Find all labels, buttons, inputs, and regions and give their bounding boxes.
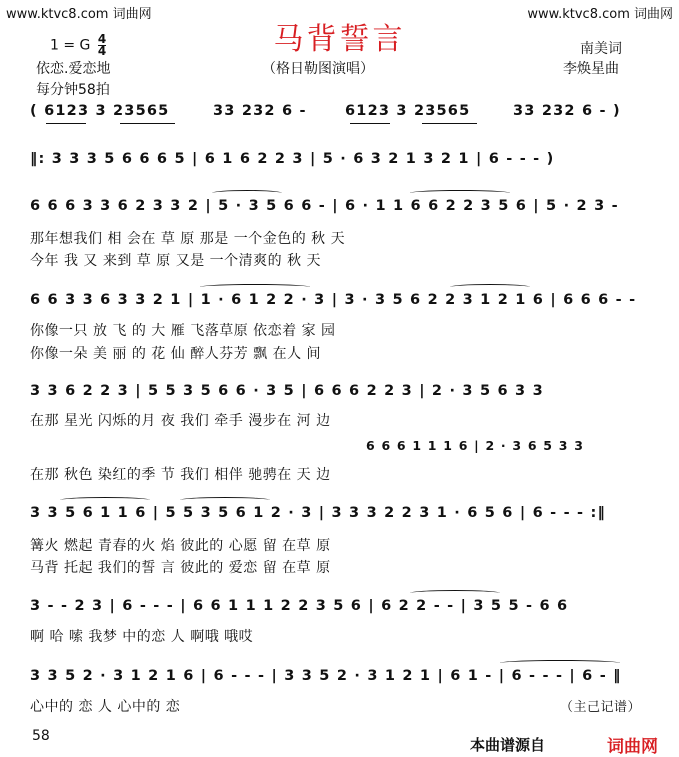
beam-line [422, 123, 477, 124]
slur [450, 284, 530, 290]
score-row-7-lyric: 啊 哈 嗦 我梦 中的恋 人 啊哦 哦哎 [30, 629, 254, 645]
intro-bar-4: 33 232 6 - ) [513, 103, 621, 119]
score-row-5-notes: 6 6 6 1 1 1 6 | 2 · 3 6 5 3 3 [366, 438, 585, 453]
score-row-4-lyric: 在那 星光 闪烁的月 夜 我们 牵手 漫步在 河 边 [30, 413, 331, 429]
score-row-6-lyric-2: 马背 托起 我们的誓 言 彼此的 爱恋 留 在草 原 [30, 560, 331, 576]
score-row-2-lyric-1: 那年想我们 相 会在 草 原 那是 一个金色的 秋 天 [30, 231, 346, 247]
slur [60, 497, 150, 503]
tempo-marking: 每分钟58拍 [36, 82, 110, 98]
footer-source: 本曲谱源自 [470, 736, 546, 754]
score-row-6-notes: 3 3 5 6 1 1 6 | 5 5 3 5 6 1 2 · 3 | 3 3 3 2 2 3 1 · 6 5 6 | 6 - - - :‖ [30, 505, 606, 521]
score-row-3-lyric-1: 你像一只 放 飞 的 大 雁 飞落草原 依恋着 家 园 [30, 323, 336, 339]
intro-bar-1: ( 6123 3 23565 [30, 103, 170, 119]
time-signature [98, 34, 106, 57]
page-number: 58 [32, 728, 50, 744]
composer-credit: 李焕星曲 [563, 61, 619, 77]
beam-line [46, 123, 86, 124]
watermark-right: www.ktvc8.com 词曲网 [527, 7, 673, 22]
score-row-5-lyric: 在那 秋色 染红的季 节 我们 相伴 驰骋在 天 边 [30, 467, 331, 483]
lyricist-credit: 南美词 [580, 41, 622, 57]
score-row-6-lyric-1: 篝火 燃起 青春的火 焰 彼此的 心愿 留 在草 原 [30, 538, 331, 554]
score-row-7-notes: 3 - - 2 3 | 6 - - - | 6 6 1 1 1 2 2 3 5 6 | 6 2 2 - - | 3 5 5 - 6 6 [30, 598, 569, 614]
footer-brand-logo[interactable]: 词曲网 [607, 737, 658, 757]
slur [410, 190, 510, 196]
time-sig-top: 4 [97, 32, 107, 46]
slur [212, 190, 282, 196]
singer-credit: （格日勒图演唱） [262, 61, 374, 77]
score-row-3-notes: 6 6 3 3 6 3 3 2 1 | 1 · 6 1 2 2 · 3 | 3 · 3 5 6 2 2 3 1 2 1 6 | 6 6 6 - - [30, 292, 637, 308]
beam-line [350, 123, 390, 124]
intro-bar-3: 6123 3 23565 [345, 103, 471, 119]
key-text: 1 = G [50, 37, 91, 54]
score-row-2-lyric-2: 今年 我 又 来到 草 原 又是 一个清爽的 秋 天 [30, 253, 322, 269]
score-row-3-lyric-2: 你像一朵 美 丽 的 花 仙 醉人芬芳 飘 在人 间 [30, 346, 322, 362]
slur [410, 590, 500, 596]
beam-line [120, 123, 175, 124]
song-title: 马背誓言 [273, 22, 406, 57]
score-row-1-notes: ‖: 3 3 3 5 6 6 6 5 | 6 1 6 2 2 3 | 5 · 6 3 2 1 3 2 1 | 6 - - - ) [30, 151, 555, 167]
watermark-left: www.ktvc8.com 词曲网 [6, 7, 152, 22]
intro-bar-2: 33 232 6 - [213, 103, 307, 119]
score-row-2-notes: 6 6 6 3 3 6 2 3 3 2 | 5 · 3 5 6 6 - | 6 · 1 1 6 6 2 2 3 5 6 | 5 · 2 3 - [30, 198, 619, 214]
key-signature [50, 34, 106, 57]
slur [180, 497, 270, 503]
style-marking: 依恋.爱恋地 [36, 61, 111, 77]
slur [200, 284, 310, 290]
slur [500, 660, 620, 666]
time-sig-bottom: 4 [97, 44, 107, 58]
score-row-8-notes: 3 3 5 2 · 3 1 2 1 6 | 6 - - - | 3 3 5 2 · 3 1 2 1 | 6 1 - | 6 - - - | 6 - ‖ [30, 668, 622, 684]
score-row-8-lyric: 心中的 恋 人 心中的 恋 [30, 699, 181, 715]
transcriber-note: （主己记谱） [560, 700, 642, 715]
score-row-4-notes: 3 3 6 2 2 3 | 5 5 3 5 6 6 · 3 5 | 6 6 6 2 2 3 | 2 · 3 5 6 3 3 [30, 383, 544, 399]
